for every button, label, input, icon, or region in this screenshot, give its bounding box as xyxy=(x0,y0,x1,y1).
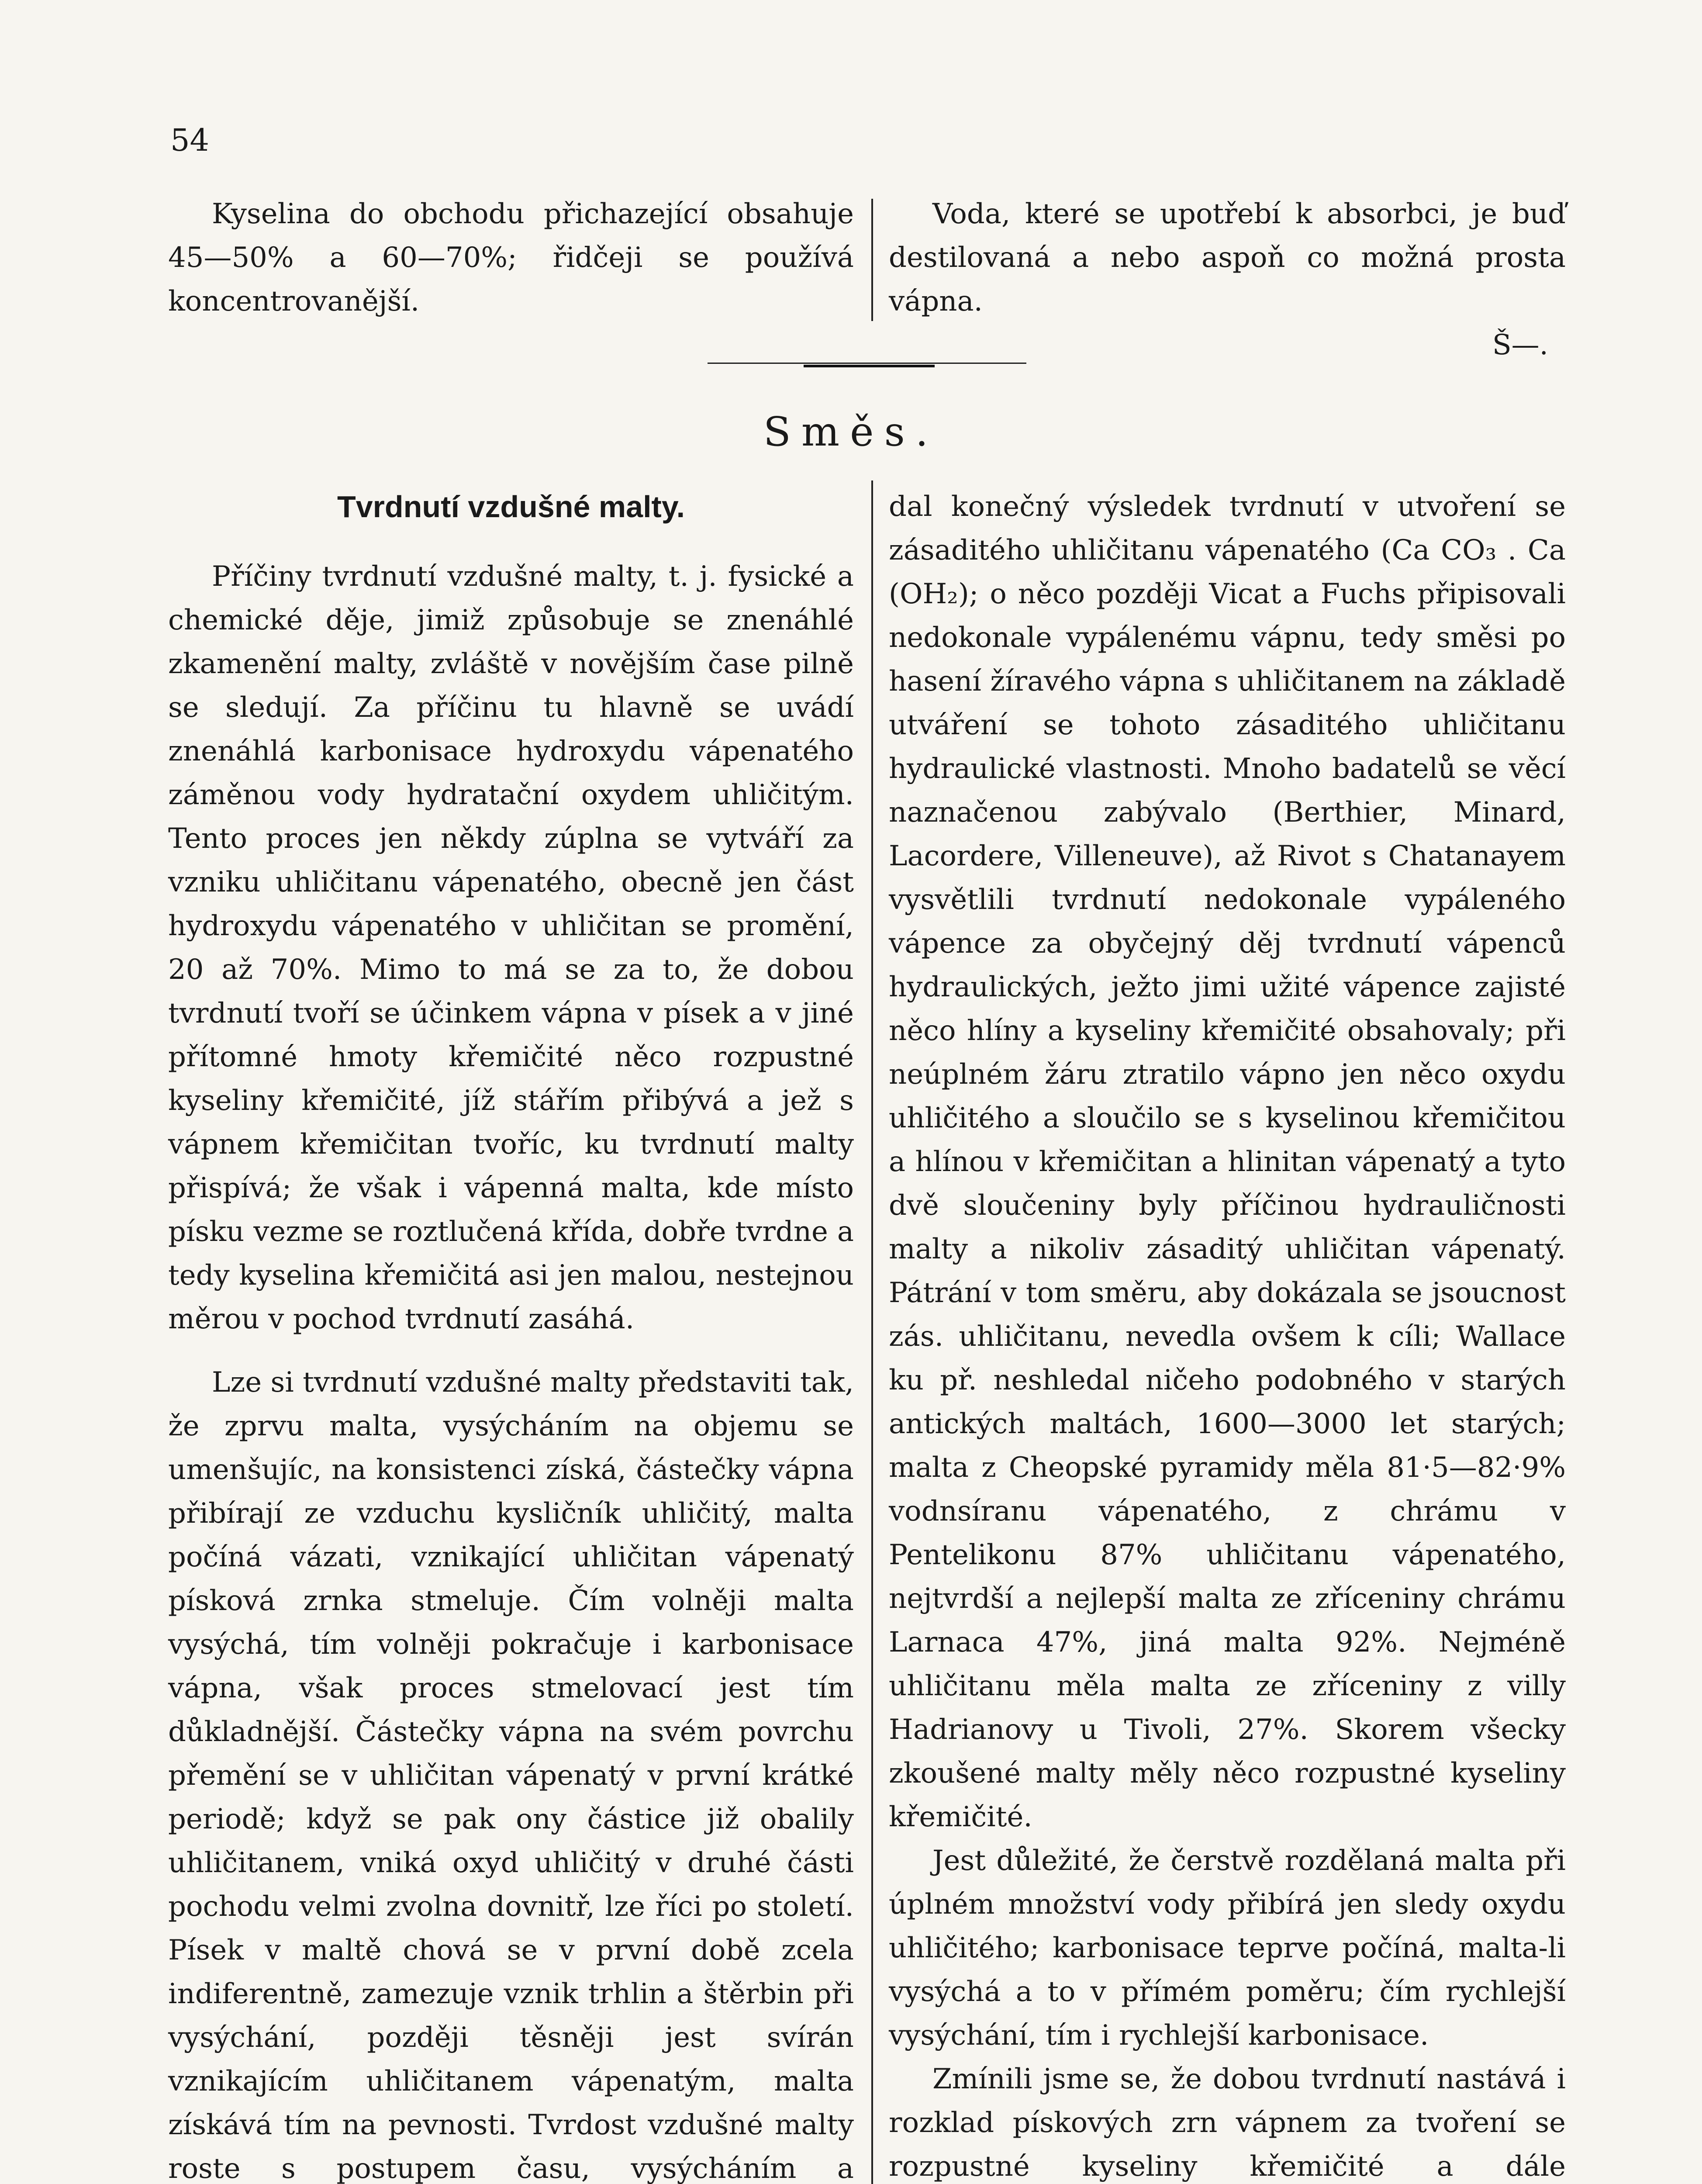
page-number: 54 xyxy=(170,122,210,158)
right-paragraph-2: Jest důležité, že čerstvě rozdělaná malta při úplném množství vody přibírá jen sledy oxydu uhličitého; karbonisace teprve počíná, malta-li vysýchá a to v přímém poměru; čím rychlejší vysýchání, tím i rychlejší karbonisace. xyxy=(889,1845,1566,2052)
top-right-paragraph xyxy=(889,192,1566,367)
section-separator xyxy=(708,363,1026,368)
top-left-text: Kyselina do obchodu přichazející obsahuje 45—50% a 60—70%; řidčeji se používá koncentrovanější. xyxy=(168,198,854,318)
right-column xyxy=(889,485,1566,2184)
section-title: Směs. xyxy=(763,408,939,455)
right-paragraph-3: Zmínili jsme se, že dobou tvrdnutí nastává i rozklad pískových zrn vápnem za tvoření se rozpustné kyseliny křemičité a dále xyxy=(889,2063,1566,2183)
left-column xyxy=(168,485,854,2184)
separator-thick-rule xyxy=(804,365,935,367)
left-paragraph-2: Lze si tvrdnutí vzdušné malty představiti tak, že zprvu malta, vysýcháním na objemu se umenšujíc, na konsistenci získá, částečky vápna přibírají ze vzduchu kysličník uhličitý, malta počíná vázati, vznikající uhličitan vápenatý písková zrnka stmeluje. Čím volněji malta vysýchá, tím volněji pokračuje i karbonisace vápna, však proces stmelovací jest tím důkladnější. Částečky vápna na svém povrchu přemění se v uhličitan vápenatý v první krátké periodě; když se pak ony částice již obalily uhličitanem, vniká oxyd uhličitý v druhé části pochodu velmi zvolna dovnitř, lze říci po století. Písek v maltě chová se v první době zcela indiferentně, zamezuje vznik trhlin a štěrbin při vysýchání, později těsněji jest svírán vznikajícím uhličitanem vápenatým, malta získává tím na pevnosti. Tvrdost vzdušné malty roste s postupem času, vysýcháním a xyxy=(168,1366,854,2184)
top-left-paragraph xyxy=(168,192,854,323)
signature-line xyxy=(889,323,1566,367)
separator-thin-rule xyxy=(708,363,1026,364)
article-heading: Tvrdnutí vzdušné malty. xyxy=(337,490,685,524)
column-divider-top xyxy=(871,199,873,321)
right-paragraph-1: dal konečný výsledek tvrdnutí v utvoření se zásaditého uhličitanu vápenatého (Ca CO₃ . Ca (OH₂); o něco později Vicat a Fuchs připisovali nedokonale vypálenému vápnu, tedy směsi po hasení žíravého vápna s uhličitanem na základě utváření se tohoto zásaditého uhličitanu hydraulické vlastnosti. Mnoho badatelů se věcí naznačenou zabývalo (Berthier, Minard, Lacordere, Villeneuve), až Rivot s Chatanayem vysvětlili tvrdnutí nedokonale vypáleného vápence za obyčejný děj tvrdnutí vápenců hydraulických, ježto jimi užité vápence zajisté něco hlíny a kyseliny křemičité obsahovaly; při neúplném žáru ztratilo vápno jen něco oxydu uhličitého a sloučilo se s kyselinou křemičitou a hlínou v křemičitan a hlinitan vápenatý a tyto dvě sloučeniny byly příčinou hydrauličnosti malty a nikoliv zásaditý uhličitan vápenatý. Pátrání v tom směru, aby dokázala se jsoucnost zás. uhličitanu, nevedla ovšem k cíli; Wallace ku př. neshledal ničeho podobného v starých antických maltách, 1600—3000 let starých; malta z Cheopské pyramidy měla 81·5—82·9% vodnsíranu vápenatého, z chrámu v Pentelikonu 87% uhličitanu vápenatého, nejtvrdší a nejlepší malta ze zříceniny chrámu Larnaca 47%, jiná malta 92%. Nejméně uhličitanu měla malta ze zříceniny z villy Hadrianovy u Tivoli, 27%. Skorem všecky zkoušené malty měly něco rozpustné kyseliny křemičité. xyxy=(889,491,1566,1833)
column-divider-main xyxy=(871,480,873,2184)
signature: Š—. xyxy=(1492,329,1548,361)
left-paragraph-1: Příčiny tvrdnutí vzdušné malty, t. j. fysické a chemické děje, jimiž způsobuje se znenáhlé zkamenění malty, zvláště v novějším čase pilně se sledují. Za příčinu tu hlavně se uvádí znenáhlá karbonisace hydroxydu vápenatého záměnou vody hydratační oxydem uhličitým. Tento proces jen někdy zúplna se vytváří za vzniku uhličitanu vápenatého, obecně jen část hydroxydu vápenatého v uhličitan se promění, 20 až 70%. Mimo to má se za to, že dobou tvrdnutí tvoří se účinkem vápna v písek a v jiné přítomné hmoty křemičité něco rozpustné kyseliny křemičité, jíž stářím přibývá a jež s vápnem křemičitan tvoříc, ku tvrdnutí malty přispívá; že však i vápenná malta, kde místo písku vezme se roztlučená křída, dobře tvrdne a tedy kyselina křemičitá asi jen malou, nestejnou měrou v pochod tvrdnutí zasáhá. xyxy=(168,560,854,1335)
top-right-text: Voda, které se upotřebí k absorbci, je buď destilovaná a nebo aspoň co možná prosta vápna. xyxy=(889,198,1566,318)
